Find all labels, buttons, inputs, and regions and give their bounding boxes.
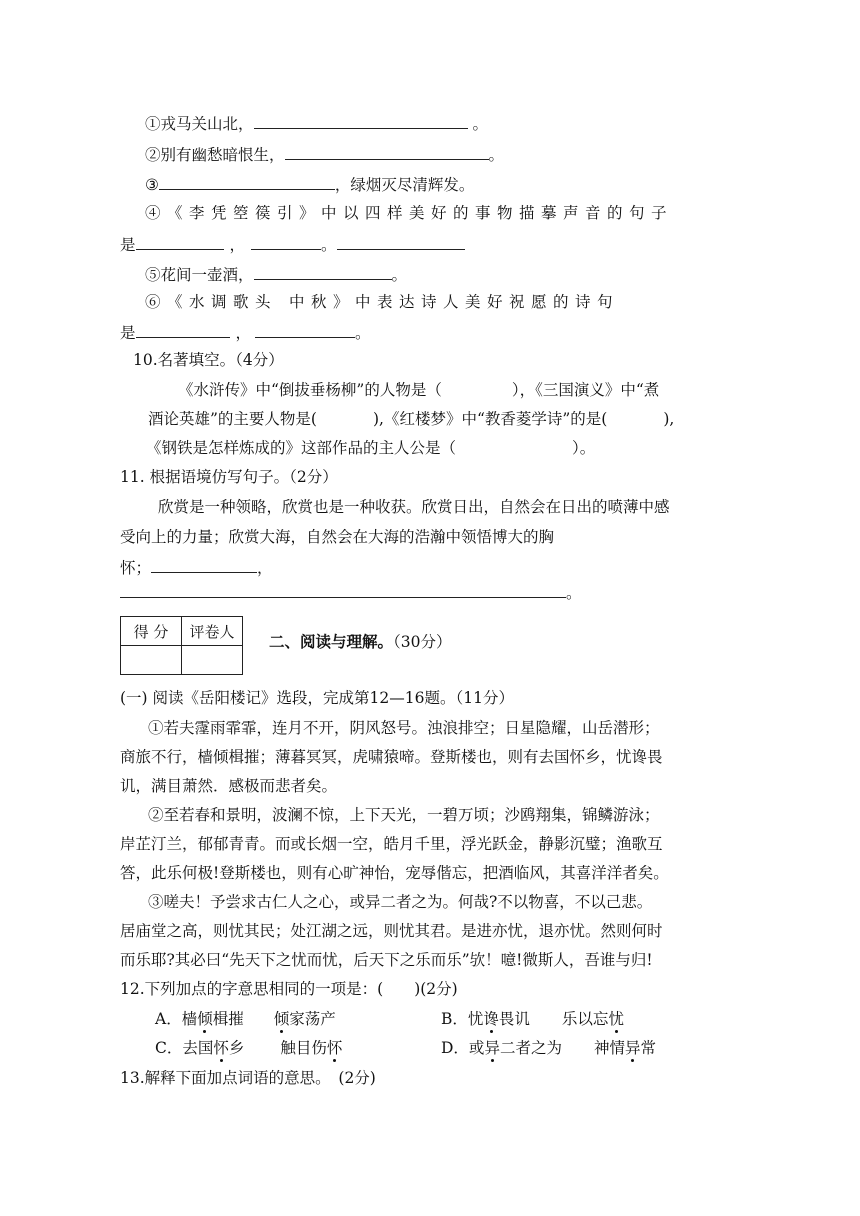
- answer-blank[interactable]: [254, 112, 468, 129]
- q12-heading: 12.下列加点的字意思相同的一项是：( )(2分): [120, 980, 458, 998]
- answer-blank[interactable]: [159, 173, 335, 190]
- dotted-char: 怀: [326, 1039, 343, 1057]
- q10-text: ),: [663, 410, 675, 428]
- score-label: 得 分: [121, 617, 182, 646]
- fill-line-5: [145, 263, 407, 285]
- q10-line-3: [146, 438, 595, 458]
- dotted-char: 异: [484, 1039, 500, 1057]
- q10-line-1: [178, 380, 659, 400]
- fill-line-6b: [120, 321, 371, 343]
- option-text: 乐以忘: [561, 1010, 609, 1028]
- q13-heading: 13.解释下面加点词语的意思。 (2分): [120, 1069, 376, 1087]
- fill-line-4: [145, 203, 673, 223]
- fill-line-2: [145, 143, 504, 165]
- fill-text: 。: [355, 324, 371, 342]
- q10-heading: 10.名著填空。（4分）: [133, 351, 284, 369]
- q11-text: 怀；: [120, 559, 152, 577]
- fill-text: 中秋》中表达诗人美好祝愿的诗句: [289, 293, 620, 311]
- option-text: B．忧: [441, 1010, 484, 1028]
- dotted-char: 倾: [273, 1010, 290, 1028]
- option-text: 乡: [228, 1039, 245, 1057]
- q12-option-a[interactable]: [155, 1009, 336, 1029]
- option-text: C．去国: [155, 1039, 214, 1057]
- option-text: A．樯: [155, 1010, 198, 1028]
- passage-p3-line-1: ③嗟夫！予尝求古仁人之心，或异二者之为。何哉?不以物喜，不以己悲。: [148, 893, 653, 911]
- fill-text: 。: [391, 266, 408, 284]
- q11-line-3: [120, 556, 273, 578]
- passage-p1-line-3: 讥，满目萧然．感极而悲者矣。: [120, 777, 338, 795]
- passage-p2-line-2: 岸芷汀兰，郁郁青青。而或长烟一空，皓月千里，浮光跃金，静影沉璧；渔歌互: [120, 835, 663, 853]
- score-box: [120, 616, 243, 675]
- q11-heading: 11. 根据语境仿写句子。（2分）: [120, 468, 338, 486]
- answer-blank[interactable]: [251, 233, 321, 250]
- fill-line-6: [145, 292, 619, 312]
- answer-blank[interactable]: [337, 233, 465, 250]
- q12-option-d[interactable]: [441, 1038, 656, 1058]
- grader-cell[interactable]: [182, 646, 243, 675]
- fill-text: ，绿烟灭尽清辉发。: [334, 176, 475, 194]
- option-text: 家荡产: [289, 1010, 336, 1028]
- answer-blank[interactable]: [120, 581, 566, 598]
- option-text: 二者之为: [499, 1039, 562, 1057]
- passage-p3-line-2: 居庙堂之高，则忧其民；处江湖之远，则忧其君。是进亦忧，退亦忧。然则何时: [120, 922, 663, 940]
- option-text: 触目伤: [280, 1039, 327, 1057]
- option-text: D．或: [441, 1039, 485, 1057]
- answer-blank[interactable]: [136, 233, 224, 250]
- passage-p3-line-3: 而乐耶?其必曰“先天下之忧而忧，后天下之乐而乐”欤！噫!微斯人，吾谁与归!: [120, 951, 653, 969]
- option-text: 畏讥: [498, 1010, 530, 1028]
- passage-p1-line-1: ①若夫霪雨霏霏，连月不开，阴风怒号。浊浪排空；日星隐耀，山岳潜形；: [148, 719, 660, 737]
- section-points: （30分）: [393, 633, 452, 651]
- q10-text: 酒论英雄”的主要人物是(: [148, 410, 317, 428]
- fill-text: 是: [120, 324, 136, 342]
- q10-text: 《水浒传》中“倒拔垂杨柳”的人物是（: [178, 381, 442, 399]
- fill-text: ⑥《水调歌头: [145, 293, 278, 311]
- fill-line-4b: [120, 233, 465, 255]
- option-text: 楫摧: [212, 1010, 244, 1028]
- answer-blank[interactable]: [151, 556, 257, 573]
- answer-blank[interactable]: [285, 143, 489, 160]
- answer-blank[interactable]: [136, 321, 230, 338]
- q10-text: ），《三国演义》中“煮: [511, 381, 660, 399]
- dotted-char: 倾: [197, 1010, 213, 1028]
- q11-line-4: [120, 581, 582, 603]
- answer-blank[interactable]: [254, 263, 392, 280]
- answer-blank[interactable]: [255, 321, 355, 338]
- option-text: 常: [640, 1039, 657, 1057]
- passage-p1-line-2: 商旅不行，樯倾楫摧；薄暮冥冥，虎啸猿啼。登斯楼也，则有去国怀乡，忧谗畏: [120, 748, 663, 766]
- fill-text: 是: [120, 236, 136, 254]
- reading-intro: (一) 阅读《岳阳楼记》选段，完成第12—16题。（11分）: [120, 689, 514, 707]
- score-cell[interactable]: [121, 646, 182, 675]
- passage-p2-line-1: ②至若春和景明，波澜不惊，上下天光，一碧万顷；沙鸥翔集，锦鳞游泳；: [148, 806, 660, 824]
- section-title: 二、阅读与理解。: [269, 632, 394, 651]
- q10-text: ),《红楼梦》中“教香菱学诗”的是(: [372, 410, 608, 428]
- dotted-char: 异: [624, 1039, 641, 1057]
- fill-text: ①戎马关山北，: [145, 115, 254, 133]
- fill-text: ⑤花间一壶酒，: [145, 266, 254, 284]
- q11-text: ，: [257, 559, 273, 577]
- fill-text: ③: [145, 176, 159, 194]
- passage-p2-line-3: 答，此乐何极!登斯楼也，则有心旷神怡，宠辱偕忘，把酒临风，其喜洋洋者矣。: [120, 864, 669, 882]
- q11-para-line-1: 欣赏是一种领略，欣赏也是一种收获。欣赏日出，自然会在日出的喷薄中感: [158, 498, 670, 516]
- q11-para-line-2: 受向上的力量；欣赏大海，自然会在大海的浩瀚中领悟博大的胸: [120, 528, 555, 546]
- fill-line-3: [145, 173, 474, 195]
- q10-text: ）。: [572, 439, 596, 457]
- fill-text: ，: [229, 236, 246, 254]
- q11-text: 。: [566, 584, 582, 602]
- dotted-char: 忧: [608, 1010, 624, 1028]
- fill-line-1: [145, 112, 488, 134]
- option-text: 神情: [593, 1039, 625, 1057]
- grader-label: 评卷人: [182, 617, 243, 646]
- fill-text: ②别有幽愁暗恨生，: [145, 146, 285, 164]
- fill-text: 。: [321, 236, 337, 254]
- fill-text: 。: [467, 115, 488, 133]
- q10-text: 《钢铁是怎样炼成的》这部作品的主人公是（: [146, 439, 457, 457]
- q10-line-2: [148, 409, 674, 429]
- q12-option-b[interactable]: [441, 1009, 624, 1029]
- dotted-char: 怀: [213, 1039, 229, 1057]
- fill-text: ，: [235, 324, 252, 342]
- q12-option-c[interactable]: [155, 1038, 342, 1058]
- dotted-char: 谗: [483, 1010, 499, 1028]
- fill-text: ④《李凭箜篌引》中以四样美好的事物描摹声音的句子: [145, 204, 674, 222]
- section-2-title: [269, 632, 452, 652]
- fill-text: 。: [488, 146, 505, 164]
